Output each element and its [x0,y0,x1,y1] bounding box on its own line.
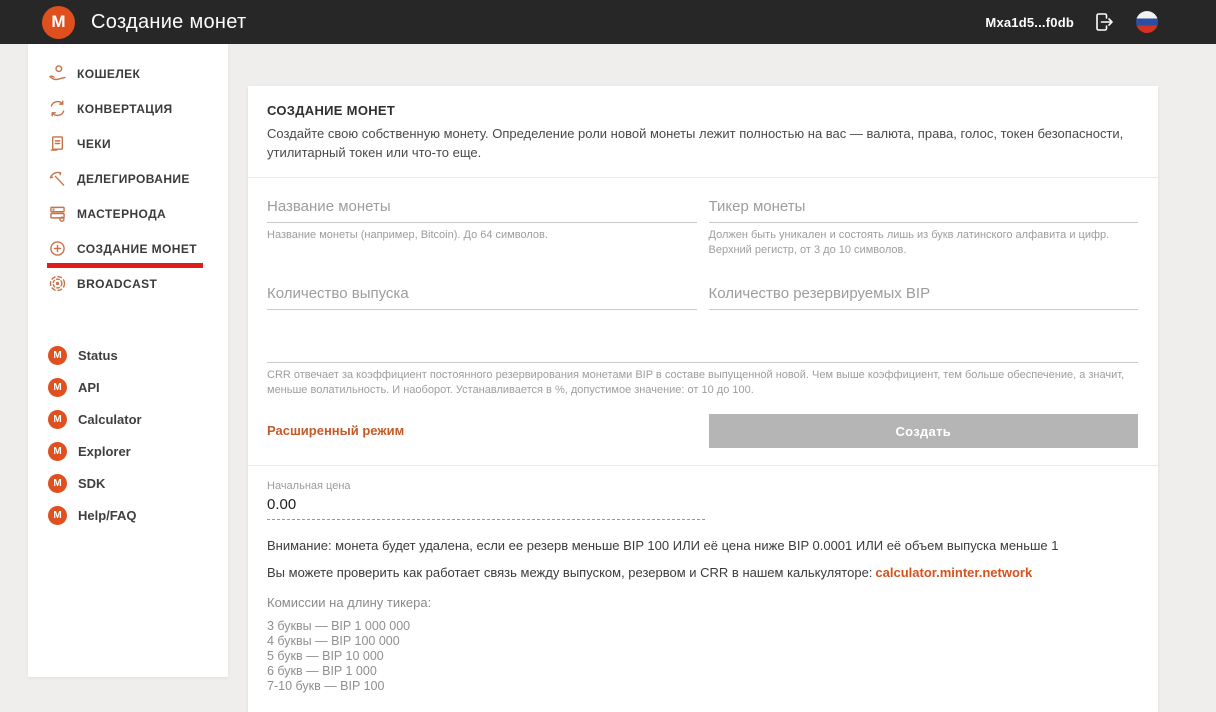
initial-price-label: Начальная цена [267,480,351,493]
commission-item: 6 букв — BIP 1 000 [267,664,377,679]
advanced-mode-link[interactable]: Расширенный режим [267,423,405,439]
commission-item: 5 букв — BIP 10 000 [267,649,384,664]
minter-m-icon: M [48,442,67,461]
commissions-title: Комиссии на длину тикера: [267,595,432,611]
calculator-link[interactable]: calculator.minter.network [875,565,1033,581]
sidebar-item-label: BROADCAST [77,276,158,291]
minter-logo[interactable] [42,6,75,39]
commission-item: 3 буквы — BIP 1 000 000 [267,619,411,634]
create-button[interactable]: Создать [709,414,1139,448]
sidebar-link-explorer[interactable] [47,435,228,467]
sidebar-item-masternode[interactable] [47,196,228,231]
reserve-amount-input[interactable] [709,279,1139,310]
crr-field [267,332,1138,398]
card-title: СОЗДАНИЕ МОНЕТ [267,103,396,118]
sidebar-item-label: КОНВЕРТАЦИЯ [77,101,173,116]
sidebar-item-label: МАСТЕРНОДА [77,206,167,221]
logout-icon [1092,10,1116,34]
minter-m-icon: M [48,378,67,397]
deletion-warning-text: Внимание: монета будет удалена, если ее резерв меньше BIP 100 ИЛИ её цена ниже BIP 0.0001 ИЛИ её объем выпуска меньше 1 [267,538,1059,554]
crr-help: CRR отвечает за коэффициент постоянного резервирования монетами BIP в составе выпущенной новой. Чем выше коэффициент, тем больше обеспечение, а значит, меньше волатильность. И наоборот. Устанавливается в %, допустимое значение: от 10 до 100. [267,369,1125,397]
coin-creation-form [248,178,1158,466]
coin-name-field [267,192,697,258]
card-info-section [248,466,1158,712]
initial-price-value[interactable] [267,492,705,520]
coin-name-help: Название монеты (например, Bitcoin). До 64 символов. [267,228,548,241]
sidebar-link-label: Help/FAQ [78,507,137,523]
sidebar-item-label: ДЕЛЕГИРОВАНИЕ [77,171,190,186]
minter-m-icon: M [48,474,67,493]
coin-ticker-help: Должен быть уникален и состоять лишь из букв латинского алфавита и цифр. Верхний регистр, от 3 до 10 символов. [708,228,1110,256]
sidebar-item-label: КОШЕЛЕК [77,66,141,81]
sidebar-item-label: СОЗДАНИЕ МОНЕТ [77,241,197,256]
sidebar-item-checks[interactable] [47,126,228,161]
page-title: Создание монет [91,10,247,33]
minter-logo-letter: M [51,12,66,31]
crr-input[interactable] [267,332,1138,363]
commissions-list [267,619,1138,694]
commission-item: 7-10 букв — BIP 100 [267,679,385,694]
wallet-icon [47,63,68,84]
minter-m-icon: M [48,410,67,429]
sidebar [28,44,228,677]
conversion-icon [47,98,68,119]
commission-item: 4 буквы — BIP 100 000 [267,634,400,649]
broadcast-icon [47,273,68,294]
top-header-bar [0,0,1216,44]
header-right [985,10,1158,34]
sidebar-link-help-faq[interactable] [47,499,228,531]
minter-m-icon: M [48,346,67,365]
issue-amount-input[interactable] [267,279,697,310]
form-row-1 [267,192,1138,258]
card-header-section [248,86,1158,178]
logout-button[interactable] [1092,10,1116,34]
sidebar-link-label: Status [78,347,118,363]
checks-icon [47,133,68,154]
delegation-icon [47,168,68,189]
calculator-note: Вы можете проверить как работает связь между выпуском, резервом и CRR в нашем калькуляторе: calculator.minter.network [267,565,1033,581]
sidebar-item-delegation[interactable] [47,161,228,196]
coin-ticker-input[interactable] [709,192,1139,223]
coin-creation-icon [47,238,68,259]
issue-amount-field [267,279,697,310]
form-actions-row [267,414,1138,448]
card-description: Создайте свою собственную монету. Определение роли новой монеты лежит полностью на вас — валюта, права, голос, токен безопасности, утилитарный токен или что-то еще. [267,126,1124,160]
sidebar-main-nav [47,56,228,301]
sidebar-link-calculator[interactable] [47,403,228,435]
sidebar-link-label: API [78,379,100,395]
sidebar-link-status[interactable] [47,339,228,371]
coin-ticker-field [709,192,1139,258]
page-body [0,44,1216,694]
sidebar-item-conversion[interactable] [47,91,228,126]
coin-name-input[interactable] [267,192,697,223]
wallet-address[interactable]: Mxa1d5...f0db [985,14,1074,30]
sidebar-link-api[interactable] [47,371,228,403]
sidebar-item-wallet[interactable] [47,56,228,91]
sidebar-item-coin-creation[interactable] [47,231,228,266]
form-row-2 [267,279,1138,310]
coin-creation-card [248,86,1158,712]
russian-flag-icon[interactable] [1136,11,1158,33]
reserve-amount-field [709,279,1139,310]
sidebar-link-label: Calculator [78,411,142,427]
sidebar-link-sdk[interactable] [47,467,228,499]
header-left [42,6,247,39]
sidebar-link-label: Explorer [78,443,131,459]
sidebar-item-label: ЧЕКИ [77,136,111,151]
sidebar-link-label: SDK [78,475,106,491]
sidebar-secondary-nav [47,339,228,531]
minter-m-icon: M [48,506,67,525]
main-content [228,44,1216,694]
masternode-icon [47,203,68,224]
sidebar-item-broadcast[interactable] [47,266,228,301]
